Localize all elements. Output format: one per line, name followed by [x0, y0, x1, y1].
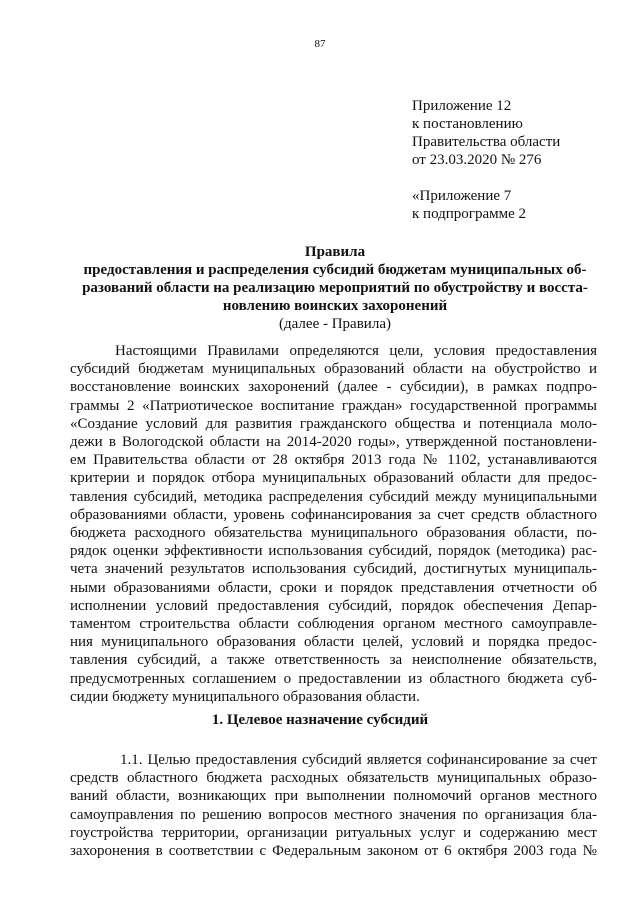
- text-line: средств областного бюджета расходных обязательств муниципальных образо-: [70, 770, 597, 787]
- appendix-line: Приложение 12: [412, 98, 512, 114]
- spacer: [412, 169, 632, 187]
- text-line: чета значений результатов использования субсидий, достигнутых муниципаль-: [70, 561, 597, 578]
- text-line: ными образованиями области, сроки и порядок представления отчетности об: [70, 579, 597, 596]
- title-line: разований области на реализацию мероприятий по обустройству и восста-: [82, 280, 588, 296]
- text-line: исполнении условий предоставления субсидий, порядок обеспечения Депар-: [70, 597, 597, 614]
- page-number: 87: [314, 38, 326, 50]
- title-line: новлению воинских захоронений: [222, 298, 448, 314]
- appendix-reference: [412, 97, 632, 223]
- text-line: Настоящими Правилами определяются цели, условия предоставления: [115, 343, 597, 359]
- text-line: граммы 2 «Патриотическое воспитание граждан» государственной программы: [70, 397, 597, 414]
- text-line: гоустройства территории, организации ритуальных услуг и содержанию мест: [70, 824, 597, 841]
- appendix-line: к постановлению: [412, 116, 523, 132]
- title-line: предоставления и распределения субсидий бюджетам муниципальных об-: [83, 262, 587, 278]
- document-title: [70, 243, 600, 333]
- title-note: (далее - Правила): [279, 316, 391, 332]
- text-line: дежи в Вологодской области на 2014-2020 годы», утвержденной постановлени-: [70, 434, 597, 451]
- text-line: восстановление воинских захоронений (далее - субсидии), в рамках подпро-: [70, 379, 597, 396]
- text-line: тавления субсидий, методика распределения субсидий между муниципальными: [70, 488, 597, 505]
- text-line: субсидий бюджетам муниципальных образований области на обустройство и: [70, 361, 597, 378]
- appendix-line: «Приложение 7: [412, 188, 512, 204]
- text-line: ем Правительства области от 28 октября 2013 года № 1102, устанавливаются: [70, 452, 597, 469]
- text-line: ния муниципального образования области целей, условий и порядка предос-: [70, 634, 597, 651]
- text-line: критерии и порядок отбора муниципальных образований области для предос-: [70, 470, 597, 487]
- text-line: таментом строительства области соблюдения органом местного самоуправле-: [70, 616, 597, 633]
- text-line: образованиями области, уровень софинансирования за счет средств областного: [70, 506, 597, 523]
- text-line: «Создание условий для развития гражданского общества и потенциала моло-: [70, 415, 597, 432]
- section-heading: 1. Целевое назначение субсидий: [211, 712, 429, 728]
- appendix-line: от 23.03.2020 № 276: [412, 152, 542, 168]
- text-line: захоронения в соответствии с Федеральным законом от 6 октября 2003 года №: [70, 843, 597, 860]
- text-line: сидии бюджету муниципального образования области.: [70, 688, 420, 705]
- appendix-line: Правительства области: [412, 134, 561, 150]
- intro-paragraph: [70, 342, 597, 706]
- section-paragraph: [70, 751, 597, 860]
- appendix-line: к подпрограмме 2: [412, 206, 526, 222]
- text-line: бюджета расходного обязательства муниципального образования области, по-: [70, 525, 597, 542]
- text-line: тавления субсидий, а также ответственность за неисполнение обязательств,: [70, 652, 597, 669]
- text-line: 1.1. Целью предоставления субсидий является софинансирование за счет: [120, 752, 597, 768]
- text-line: ваний области, возникающих при выполнении полномочий органов местного: [70, 788, 597, 805]
- text-line: самоуправления по решению вопросов местного значения по организация бла-: [70, 806, 597, 823]
- title-heading: Правила: [304, 244, 366, 260]
- text-line: рядок оценки эффективности использования субсидий, порядок (методика) рас-: [70, 543, 597, 560]
- text-line: предусмотренных соглашением о предоставлении из областного бюджета суб-: [70, 670, 597, 687]
